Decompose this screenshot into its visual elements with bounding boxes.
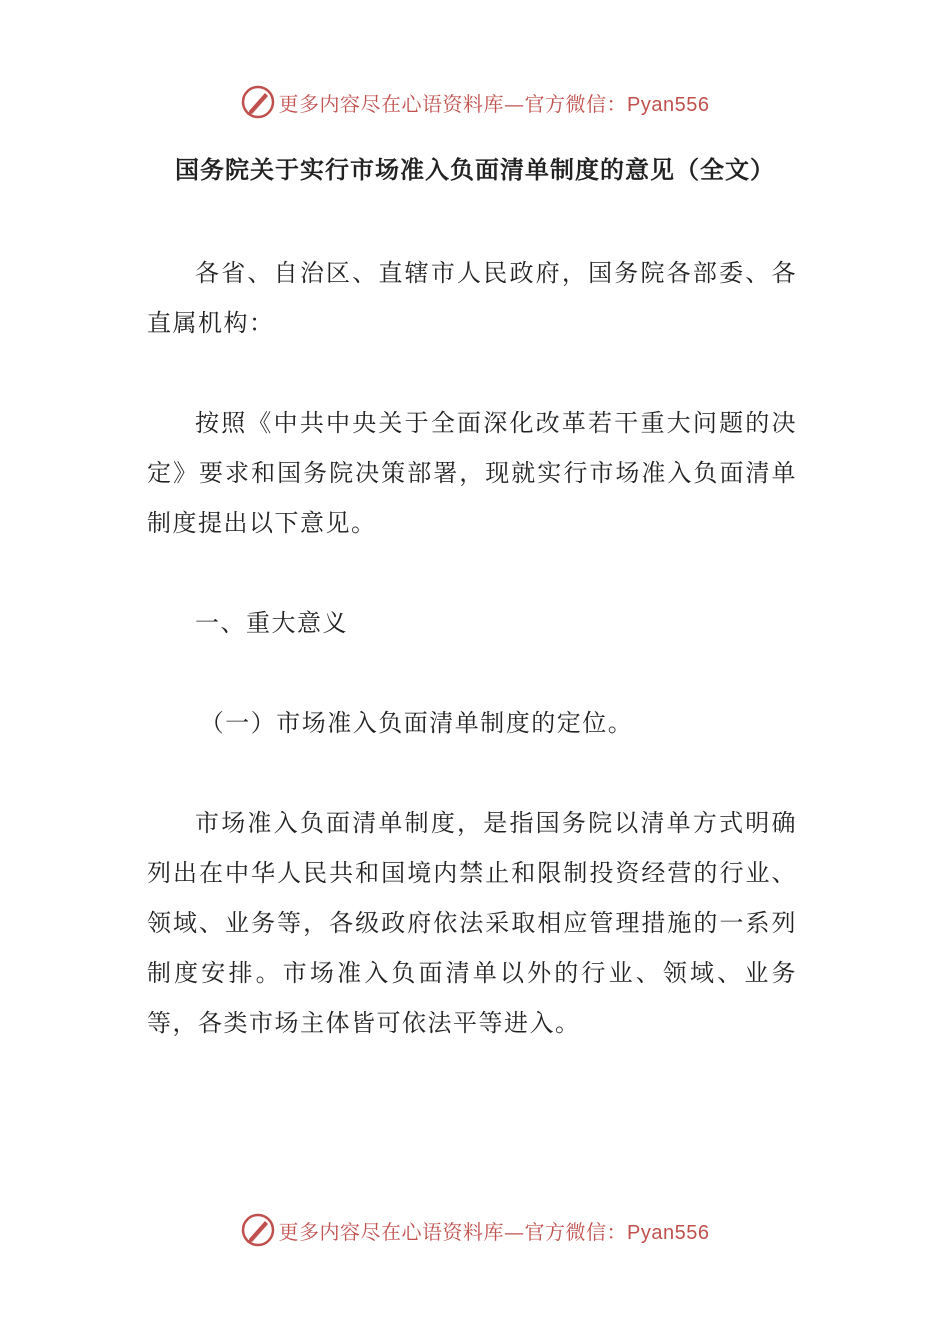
banner-main: 更多内容尽在心语资料库 [278,91,505,116]
subsection-heading: （一）市场准入负面清单制度的定位。 [199,709,634,737]
banner-wechat-label: 官方微信： [524,91,628,116]
document-body [147,248,797,1048]
banner-dash: — [504,91,525,116]
banner-text [279,1216,710,1245]
pen-circle-logo [241,85,275,119]
banner-main: 更多内容尽在心语资料库 [278,1219,505,1244]
banner-wechat-id: Pyan556 [627,1221,710,1244]
section-heading: 一、重大意义 [195,609,348,637]
footer-banner [0,1210,950,1250]
salutation-paragraph: 各省、自治区、直辖市人民政府，国务院各部委、各直属机构： [147,259,797,337]
header-banner [0,82,950,122]
body-paragraph: 市场准入负面清单制度，是指国务院以清单方式明确列出在中华人民共和国境内禁止和限制投资经营的行业、领域、业务等，各级政府依法采取相应管理措施的一系列制度安排。市场准入负面清单以外的行业、领域、业务等，各类市场主体皆可依法平等进入。 [147,809,797,1037]
intro-paragraph: 按照《中共中央关于全面深化改革若干重大问题的决定》要求和国务院决策部署，现就实行市场准入负面清单制度提出以下意见。 [147,409,797,537]
document-title: 国务院关于实行市场准入负面清单制度的意见（全文） [175,155,775,184]
banner-text [279,88,710,117]
banner-wechat-label: 官方微信： [524,1219,628,1244]
pen-circle-logo [241,1213,275,1247]
banner-wechat-id: Pyan556 [627,93,710,116]
banner-dash: — [504,1219,525,1244]
